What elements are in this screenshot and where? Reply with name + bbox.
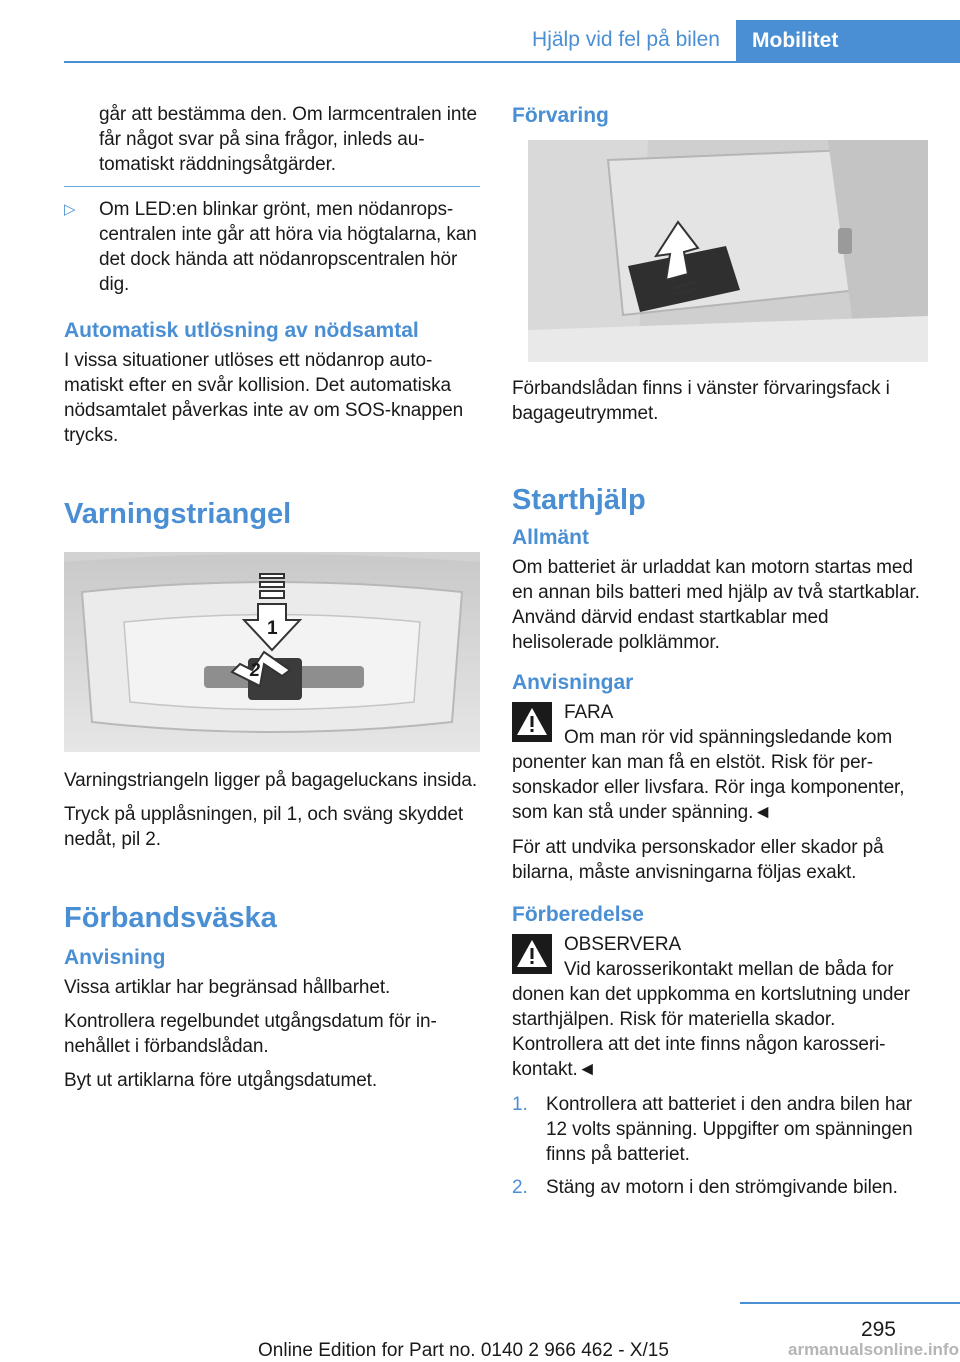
step-number: 2. — [512, 1177, 528, 1198]
edition-text: Online Edition for Part no. 0140 2 966 462 - X/15 — [258, 1340, 669, 1361]
triangle-instruction-text: Tryck på upplåsningen, pil 1, och sväng skyddet nedåt, pil 2. — [64, 804, 464, 850]
first-aid-note-heading: Anvisning — [64, 946, 166, 969]
step-text: Kontrollera att batteriet i den andra bilen har 12 volts spänning. Uppgifter om spänningen finns på batteriet. — [546, 1094, 913, 1165]
header-rule — [64, 61, 960, 63]
general-text: Om batteriet är urladdat kan motorn startas med en annan bils batteri med hjälp av två startkablar. Använd därvid endast startkablar med helisolerade polklämmor. — [512, 557, 920, 653]
caution-text-first-line: Vid karosserikontakt mellan de båda for — [564, 959, 894, 980]
figure-label-2: 2 — [250, 660, 261, 680]
danger-warning — [512, 700, 928, 825]
caution-label: OBSERVERA — [564, 934, 682, 955]
right-column — [512, 102, 928, 1208]
list-item — [64, 197, 480, 297]
first-aid-text-3: Byt ut artiklarna före utgångsdatumet. — [64, 1070, 378, 1091]
header-chapter-tab[interactable]: Mobilitet — [736, 20, 960, 62]
storage-text: Förbandslådan finns i vänster förvaringsfack i bagageutrymmet. — [512, 378, 890, 424]
danger-text: ponenter kan man få en elstöt. Risk för personskador eller livsfara. Rör inga komponenter, som kan stå under spänning.◄ — [512, 752, 905, 823]
jump-start-heading: Starthjälp — [512, 484, 646, 516]
page-number: 295 — [860, 1318, 896, 1341]
notes-text: För att undvika personskador eller skador på bilarna, måste anvisningarna följas exakt. — [512, 837, 884, 883]
left-column — [64, 102, 480, 1102]
auto-call-text: I vissa situationer utlöses ett nödanrop automatiskt efter en svår kollision. Det automatiska nödsamtalet påverkas inte av om SOS-knappen trycks. — [64, 350, 464, 446]
triangle-location-text: Varningstriangeln ligger på bagageluckans insida. — [64, 770, 478, 791]
jump-start-steps — [512, 1092, 928, 1200]
storage-heading: Förvaring — [512, 104, 609, 127]
list-item — [512, 1092, 928, 1167]
watermark-text: armanualsonline.info — [788, 1340, 959, 1359]
warning-triangle-icon — [512, 702, 552, 742]
footer-rule — [740, 1302, 960, 1304]
bullet-list — [64, 197, 480, 297]
triangle-heading: Varningstriangel — [64, 498, 292, 530]
general-heading: Allmänt — [512, 526, 590, 549]
notes-heading: Anvisningar — [512, 671, 634, 694]
preparation-heading: Förberedelse — [512, 903, 644, 926]
triangle-bullet-icon: ▷ — [64, 201, 76, 218]
step-text: Stäng av motorn i den strömgivande bilen. — [546, 1177, 898, 1198]
intro-continued-text: går att bestämma den. Om larmcentralen inte får något svar på sina frågor, inleds automatiskt räddningsåtgärder. — [99, 104, 477, 175]
storage-compartment-illustration — [528, 140, 928, 362]
first-aid-text-2: Kontrollera regelbundet utgångsdatum för innehållet i förbandslådan. — [64, 1011, 437, 1057]
danger-label: FARA — [564, 702, 614, 723]
warning-triangle-illustration — [64, 552, 480, 752]
danger-text-first-line: Om man rör vid spänningsledande kom — [564, 727, 893, 748]
step-number: 1. — [512, 1094, 528, 1115]
caution-warning — [512, 932, 928, 1082]
list-item — [512, 1175, 928, 1200]
bullet-separator — [64, 186, 480, 187]
caution-text: donen kan det uppkomma en kortslutning under starthjälpen. Risk för materiella skador. Kontrollera att det inte finns någon karosserikontakt.◄ — [512, 984, 911, 1080]
bullet-text: Om LED:en blinkar grönt, men nödanropscentralen inte går att höra via högtalarna, kan det dock hända att nödanropscentralen hör dig. — [99, 199, 477, 295]
header-section-title: Hjälp vid fel på bilen — [532, 28, 720, 51]
first-aid-kit-heading: Förbandsväska — [64, 902, 277, 934]
first-aid-text-1: Vissa artiklar har begränsad hållbarhet. — [64, 977, 391, 998]
figure-label-1: 1 — [267, 618, 278, 639]
warning-triangle-icon — [512, 934, 552, 974]
auto-call-heading: Automatisk utlösning av nödsamtal — [64, 319, 419, 342]
